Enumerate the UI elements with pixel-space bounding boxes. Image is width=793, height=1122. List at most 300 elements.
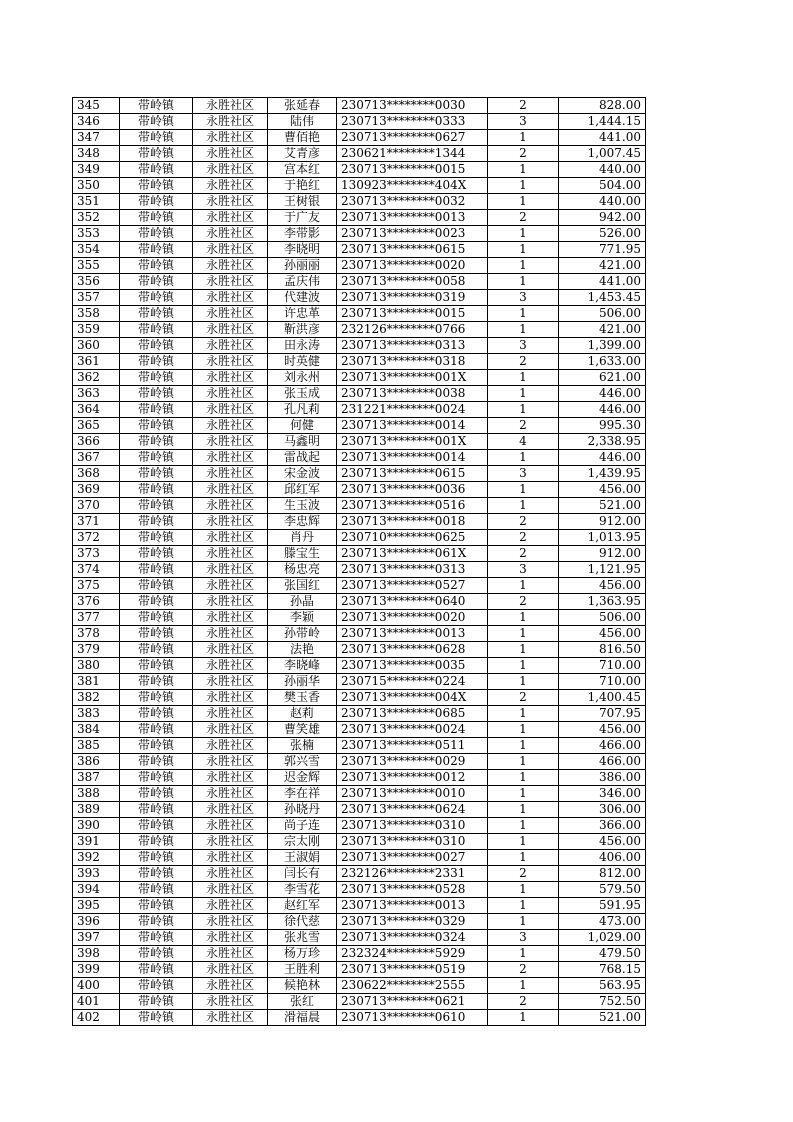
amount-cell: 768.15 bbox=[559, 962, 646, 978]
amount-cell: 446.00 bbox=[559, 450, 646, 466]
community-cell: 永胜社区 bbox=[193, 530, 268, 546]
town-cell: 带岭镇 bbox=[120, 146, 193, 162]
amount-cell: 386.00 bbox=[559, 770, 646, 786]
row-number: 382 bbox=[73, 690, 120, 706]
amount-cell: 504.00 bbox=[559, 178, 646, 194]
row-number: 375 bbox=[73, 578, 120, 594]
row-number: 376 bbox=[73, 594, 120, 610]
name-cell: 候艳林 bbox=[268, 978, 337, 994]
table-row bbox=[73, 930, 646, 946]
community-cell: 永胜社区 bbox=[193, 562, 268, 578]
town-cell: 带岭镇 bbox=[120, 498, 193, 514]
amount-cell: 771.95 bbox=[559, 242, 646, 258]
id-number-cell: 230713********0519 bbox=[337, 962, 488, 978]
row-number: 372 bbox=[73, 530, 120, 546]
amount-cell: 456.00 bbox=[559, 834, 646, 850]
name-cell: 宫本红 bbox=[268, 162, 337, 178]
town-cell: 带岭镇 bbox=[120, 898, 193, 914]
name-cell: 时英健 bbox=[268, 354, 337, 370]
table-row bbox=[73, 514, 646, 530]
count-cell: 2 bbox=[488, 530, 559, 546]
amount-cell: 1,453.45 bbox=[559, 290, 646, 306]
amount-cell: 2,338.95 bbox=[559, 434, 646, 450]
amount-cell: 591.95 bbox=[559, 898, 646, 914]
table-row bbox=[73, 306, 646, 322]
name-cell: 生玉波 bbox=[268, 498, 337, 514]
town-cell: 带岭镇 bbox=[120, 386, 193, 402]
community-cell: 永胜社区 bbox=[193, 546, 268, 562]
town-cell: 带岭镇 bbox=[120, 802, 193, 818]
town-cell: 带岭镇 bbox=[120, 946, 193, 962]
town-cell: 带岭镇 bbox=[120, 210, 193, 226]
count-cell: 1 bbox=[488, 498, 559, 514]
name-cell: 孙晶 bbox=[268, 594, 337, 610]
table-row bbox=[73, 546, 646, 562]
community-cell: 永胜社区 bbox=[193, 674, 268, 690]
table-row bbox=[73, 466, 646, 482]
name-cell: 李在祥 bbox=[268, 786, 337, 802]
town-cell: 带岭镇 bbox=[120, 770, 193, 786]
town-cell: 带岭镇 bbox=[120, 610, 193, 626]
name-cell: 孙丽丽 bbox=[268, 258, 337, 274]
town-cell: 带岭镇 bbox=[120, 738, 193, 754]
count-cell: 2 bbox=[488, 514, 559, 530]
row-number: 353 bbox=[73, 226, 120, 242]
town-cell: 带岭镇 bbox=[120, 338, 193, 354]
count-cell: 1 bbox=[488, 978, 559, 994]
table-row bbox=[73, 354, 646, 370]
count-cell: 2 bbox=[488, 690, 559, 706]
id-number-cell: 230713********0527 bbox=[337, 578, 488, 594]
id-number-cell: 230713********0038 bbox=[337, 386, 488, 402]
town-cell: 带岭镇 bbox=[120, 274, 193, 290]
town-cell: 带岭镇 bbox=[120, 242, 193, 258]
amount-cell: 466.00 bbox=[559, 738, 646, 754]
count-cell: 1 bbox=[488, 898, 559, 914]
town-cell: 带岭镇 bbox=[120, 882, 193, 898]
id-number-cell: 230713********0029 bbox=[337, 754, 488, 770]
table-row bbox=[73, 706, 646, 722]
id-number-cell: 230713********0013 bbox=[337, 210, 488, 226]
amount-cell: 456.00 bbox=[559, 722, 646, 738]
row-number: 388 bbox=[73, 786, 120, 802]
amount-cell: 1,029.00 bbox=[559, 930, 646, 946]
row-number: 400 bbox=[73, 978, 120, 994]
table-body bbox=[73, 98, 646, 1026]
id-number-cell: 230713********0013 bbox=[337, 626, 488, 642]
town-cell: 带岭镇 bbox=[120, 978, 193, 994]
town-cell: 带岭镇 bbox=[120, 754, 193, 770]
table-row bbox=[73, 338, 646, 354]
count-cell: 2 bbox=[488, 98, 559, 114]
community-cell: 永胜社区 bbox=[193, 178, 268, 194]
row-number: 350 bbox=[73, 178, 120, 194]
count-cell: 1 bbox=[488, 386, 559, 402]
amount-cell: 346.00 bbox=[559, 786, 646, 802]
table-row bbox=[73, 274, 646, 290]
name-cell: 张玉成 bbox=[268, 386, 337, 402]
community-cell: 永胜社区 bbox=[193, 914, 268, 930]
town-cell: 带岭镇 bbox=[120, 562, 193, 578]
amount-cell: 912.00 bbox=[559, 546, 646, 562]
town-cell: 带岭镇 bbox=[120, 930, 193, 946]
community-cell: 永胜社区 bbox=[193, 882, 268, 898]
id-number-cell: 230713********0329 bbox=[337, 914, 488, 930]
amount-cell: 1,439.95 bbox=[559, 466, 646, 482]
table-row bbox=[73, 834, 646, 850]
row-number: 357 bbox=[73, 290, 120, 306]
amount-cell: 710.00 bbox=[559, 674, 646, 690]
row-number: 354 bbox=[73, 242, 120, 258]
row-number: 381 bbox=[73, 674, 120, 690]
row-number: 367 bbox=[73, 450, 120, 466]
name-cell: 王胜利 bbox=[268, 962, 337, 978]
table-row bbox=[73, 978, 646, 994]
id-number-cell: 230713********0319 bbox=[337, 290, 488, 306]
community-cell: 永胜社区 bbox=[193, 738, 268, 754]
table-row bbox=[73, 146, 646, 162]
id-number-cell: 230713********0027 bbox=[337, 850, 488, 866]
table-row bbox=[73, 642, 646, 658]
community-cell: 永胜社区 bbox=[193, 258, 268, 274]
name-cell: 马鑫明 bbox=[268, 434, 337, 450]
count-cell: 1 bbox=[488, 274, 559, 290]
community-cell: 永胜社区 bbox=[193, 898, 268, 914]
amount-cell: 406.00 bbox=[559, 850, 646, 866]
id-number-cell: 230621********1344 bbox=[337, 146, 488, 162]
table-row bbox=[73, 610, 646, 626]
amount-cell: 506.00 bbox=[559, 306, 646, 322]
row-number: 371 bbox=[73, 514, 120, 530]
count-cell: 4 bbox=[488, 434, 559, 450]
community-cell: 永胜社区 bbox=[193, 370, 268, 386]
table-row bbox=[73, 130, 646, 146]
town-cell: 带岭镇 bbox=[120, 994, 193, 1010]
count-cell: 2 bbox=[488, 962, 559, 978]
amount-cell: 521.00 bbox=[559, 498, 646, 514]
table-row bbox=[73, 498, 646, 514]
table-row bbox=[73, 802, 646, 818]
town-cell: 带岭镇 bbox=[120, 546, 193, 562]
count-cell: 1 bbox=[488, 610, 559, 626]
amount-cell: 306.00 bbox=[559, 802, 646, 818]
id-number-cell: 230713********0036 bbox=[337, 482, 488, 498]
id-number-cell: 230713********0615 bbox=[337, 466, 488, 482]
table-row bbox=[73, 290, 646, 306]
row-number: 402 bbox=[73, 1010, 120, 1026]
table-row bbox=[73, 98, 646, 114]
count-cell: 1 bbox=[488, 194, 559, 210]
table-row bbox=[73, 770, 646, 786]
town-cell: 带岭镇 bbox=[120, 114, 193, 130]
amount-cell: 526.00 bbox=[559, 226, 646, 242]
town-cell: 带岭镇 bbox=[120, 834, 193, 850]
row-number: 364 bbox=[73, 402, 120, 418]
community-cell: 永胜社区 bbox=[193, 194, 268, 210]
community-cell: 永胜社区 bbox=[193, 402, 268, 418]
id-number-cell: 230713********0511 bbox=[337, 738, 488, 754]
name-cell: 赵莉 bbox=[268, 706, 337, 722]
count-cell: 1 bbox=[488, 306, 559, 322]
count-cell: 1 bbox=[488, 914, 559, 930]
name-cell: 郭兴雪 bbox=[268, 754, 337, 770]
amount-cell: 942.00 bbox=[559, 210, 646, 226]
row-number: 360 bbox=[73, 338, 120, 354]
table-row bbox=[73, 370, 646, 386]
id-number-cell: 230713********0628 bbox=[337, 642, 488, 658]
table-row bbox=[73, 562, 646, 578]
community-cell: 永胜社区 bbox=[193, 610, 268, 626]
amount-cell: 1,013.95 bbox=[559, 530, 646, 546]
name-cell: 宗太刚 bbox=[268, 834, 337, 850]
name-cell: 于艳红 bbox=[268, 178, 337, 194]
town-cell: 带岭镇 bbox=[120, 466, 193, 482]
amount-cell: 456.00 bbox=[559, 626, 646, 642]
table-row bbox=[73, 898, 646, 914]
row-number: 369 bbox=[73, 482, 120, 498]
table-row bbox=[73, 258, 646, 274]
town-cell: 带岭镇 bbox=[120, 402, 193, 418]
community-cell: 永胜社区 bbox=[193, 114, 268, 130]
count-cell: 1 bbox=[488, 258, 559, 274]
table-row bbox=[73, 786, 646, 802]
town-cell: 带岭镇 bbox=[120, 178, 193, 194]
name-cell: 赵红军 bbox=[268, 898, 337, 914]
amount-cell: 995.30 bbox=[559, 418, 646, 434]
town-cell: 带岭镇 bbox=[120, 194, 193, 210]
name-cell: 滕宝生 bbox=[268, 546, 337, 562]
id-number-cell: 230713********0058 bbox=[337, 274, 488, 290]
count-cell: 2 bbox=[488, 546, 559, 562]
id-number-cell: 230713********0020 bbox=[337, 610, 488, 626]
town-cell: 带岭镇 bbox=[120, 306, 193, 322]
name-cell: 徐代慈 bbox=[268, 914, 337, 930]
count-cell: 1 bbox=[488, 162, 559, 178]
id-number-cell: 230710********0625 bbox=[337, 530, 488, 546]
id-number-cell: 230713********0018 bbox=[337, 514, 488, 530]
row-number: 392 bbox=[73, 850, 120, 866]
id-number-cell: 230713********0023 bbox=[337, 226, 488, 242]
id-number-cell: 230713********061X bbox=[337, 546, 488, 562]
id-number-cell: 230713********001X bbox=[337, 370, 488, 386]
table-row bbox=[73, 594, 646, 610]
table-row bbox=[73, 882, 646, 898]
amount-cell: 707.95 bbox=[559, 706, 646, 722]
row-number: 346 bbox=[73, 114, 120, 130]
community-cell: 永胜社区 bbox=[193, 754, 268, 770]
row-number: 380 bbox=[73, 658, 120, 674]
name-cell: 陆伟 bbox=[268, 114, 337, 130]
amount-cell: 521.00 bbox=[559, 1010, 646, 1026]
name-cell: 刘永州 bbox=[268, 370, 337, 386]
community-cell: 永胜社区 bbox=[193, 386, 268, 402]
name-cell: 田永涛 bbox=[268, 338, 337, 354]
row-number: 395 bbox=[73, 898, 120, 914]
name-cell: 王树银 bbox=[268, 194, 337, 210]
count-cell: 2 bbox=[488, 866, 559, 882]
row-number: 361 bbox=[73, 354, 120, 370]
community-cell: 永胜社区 bbox=[193, 434, 268, 450]
name-cell: 孟庆伟 bbox=[268, 274, 337, 290]
row-number: 401 bbox=[73, 994, 120, 1010]
table-row bbox=[73, 578, 646, 594]
count-cell: 1 bbox=[488, 578, 559, 594]
town-cell: 带岭镇 bbox=[120, 354, 193, 370]
town-cell: 带岭镇 bbox=[120, 674, 193, 690]
id-number-cell: 230713********0310 bbox=[337, 818, 488, 834]
town-cell: 带岭镇 bbox=[120, 818, 193, 834]
community-cell: 永胜社区 bbox=[193, 274, 268, 290]
town-cell: 带岭镇 bbox=[120, 690, 193, 706]
town-cell: 带岭镇 bbox=[120, 706, 193, 722]
town-cell: 带岭镇 bbox=[120, 594, 193, 610]
table-row bbox=[73, 114, 646, 130]
amount-cell: 421.00 bbox=[559, 258, 646, 274]
row-number: 352 bbox=[73, 210, 120, 226]
community-cell: 永胜社区 bbox=[193, 130, 268, 146]
id-number-cell: 230713********0310 bbox=[337, 834, 488, 850]
row-number: 363 bbox=[73, 386, 120, 402]
community-cell: 永胜社区 bbox=[193, 418, 268, 434]
id-number-cell: 230713********0313 bbox=[337, 338, 488, 354]
community-cell: 永胜社区 bbox=[193, 626, 268, 642]
count-cell: 1 bbox=[488, 818, 559, 834]
count-cell: 3 bbox=[488, 338, 559, 354]
count-cell: 2 bbox=[488, 354, 559, 370]
amount-cell: 456.00 bbox=[559, 578, 646, 594]
count-cell: 1 bbox=[488, 482, 559, 498]
row-number: 394 bbox=[73, 882, 120, 898]
row-number: 379 bbox=[73, 642, 120, 658]
row-number: 373 bbox=[73, 546, 120, 562]
amount-cell: 1,400.45 bbox=[559, 690, 646, 706]
row-number: 387 bbox=[73, 770, 120, 786]
id-number-cell: 230713********0014 bbox=[337, 450, 488, 466]
name-cell: 张延春 bbox=[268, 98, 337, 114]
name-cell: 艾青彦 bbox=[268, 146, 337, 162]
name-cell: 肖丹 bbox=[268, 530, 337, 546]
amount-cell: 440.00 bbox=[559, 162, 646, 178]
row-number: 386 bbox=[73, 754, 120, 770]
name-cell: 孙带岭 bbox=[268, 626, 337, 642]
town-cell: 带岭镇 bbox=[120, 258, 193, 274]
id-number-cell: 230713********0013 bbox=[337, 898, 488, 914]
community-cell: 永胜社区 bbox=[193, 866, 268, 882]
community-cell: 永胜社区 bbox=[193, 466, 268, 482]
name-cell: 李晓峰 bbox=[268, 658, 337, 674]
table-row bbox=[73, 674, 646, 690]
id-number-cell: 232324********5929 bbox=[337, 946, 488, 962]
table-row bbox=[73, 658, 646, 674]
town-cell: 带岭镇 bbox=[120, 1010, 193, 1026]
name-cell: 许忠革 bbox=[268, 306, 337, 322]
id-number-cell: 230713********0015 bbox=[337, 306, 488, 322]
name-cell: 王淑娟 bbox=[268, 850, 337, 866]
amount-cell: 1,444.15 bbox=[559, 114, 646, 130]
count-cell: 1 bbox=[488, 802, 559, 818]
community-cell: 永胜社区 bbox=[193, 946, 268, 962]
community-cell: 永胜社区 bbox=[193, 994, 268, 1010]
count-cell: 3 bbox=[488, 290, 559, 306]
name-cell: 李雪花 bbox=[268, 882, 337, 898]
table-row bbox=[73, 482, 646, 498]
amount-cell: 441.00 bbox=[559, 130, 646, 146]
name-cell: 滑福晨 bbox=[268, 1010, 337, 1026]
town-cell: 带岭镇 bbox=[120, 914, 193, 930]
amount-cell: 710.00 bbox=[559, 658, 646, 674]
row-number: 396 bbox=[73, 914, 120, 930]
id-number-cell: 230713********001X bbox=[337, 434, 488, 450]
town-cell: 带岭镇 bbox=[120, 162, 193, 178]
id-number-cell: 230713********0035 bbox=[337, 658, 488, 674]
count-cell: 1 bbox=[488, 450, 559, 466]
community-cell: 永胜社区 bbox=[193, 578, 268, 594]
row-number: 348 bbox=[73, 146, 120, 162]
id-number-cell: 230713********0010 bbox=[337, 786, 488, 802]
row-number: 398 bbox=[73, 946, 120, 962]
amount-cell: 621.00 bbox=[559, 370, 646, 386]
amount-cell: 816.50 bbox=[559, 642, 646, 658]
town-cell: 带岭镇 bbox=[120, 450, 193, 466]
name-cell: 曹佰艳 bbox=[268, 130, 337, 146]
count-cell: 1 bbox=[488, 722, 559, 738]
community-cell: 永胜社区 bbox=[193, 498, 268, 514]
row-number: 377 bbox=[73, 610, 120, 626]
town-cell: 带岭镇 bbox=[120, 290, 193, 306]
name-cell: 曹笑雄 bbox=[268, 722, 337, 738]
name-cell: 邱红军 bbox=[268, 482, 337, 498]
name-cell: 张楠 bbox=[268, 738, 337, 754]
count-cell: 3 bbox=[488, 466, 559, 482]
amount-cell: 466.00 bbox=[559, 754, 646, 770]
count-cell: 1 bbox=[488, 706, 559, 722]
town-cell: 带岭镇 bbox=[120, 434, 193, 450]
id-number-cell: 230713********0621 bbox=[337, 994, 488, 1010]
id-number-cell: 230713********0014 bbox=[337, 418, 488, 434]
count-cell: 1 bbox=[488, 642, 559, 658]
count-cell: 2 bbox=[488, 594, 559, 610]
community-cell: 永胜社区 bbox=[193, 818, 268, 834]
table-row bbox=[73, 1010, 646, 1026]
row-number: 397 bbox=[73, 930, 120, 946]
count-cell: 1 bbox=[488, 754, 559, 770]
count-cell: 1 bbox=[488, 626, 559, 642]
community-cell: 永胜社区 bbox=[193, 98, 268, 114]
town-cell: 带岭镇 bbox=[120, 418, 193, 434]
town-cell: 带岭镇 bbox=[120, 626, 193, 642]
amount-cell: 1,633.00 bbox=[559, 354, 646, 370]
name-cell: 靳洪彦 bbox=[268, 322, 337, 338]
community-cell: 永胜社区 bbox=[193, 1010, 268, 1026]
community-cell: 永胜社区 bbox=[193, 322, 268, 338]
count-cell: 1 bbox=[488, 1010, 559, 1026]
amount-cell: 752.50 bbox=[559, 994, 646, 1010]
row-number: 378 bbox=[73, 626, 120, 642]
name-cell: 孙晓丹 bbox=[268, 802, 337, 818]
community-cell: 永胜社区 bbox=[193, 354, 268, 370]
row-number: 385 bbox=[73, 738, 120, 754]
table-row bbox=[73, 738, 646, 754]
row-number: 368 bbox=[73, 466, 120, 482]
count-cell: 2 bbox=[488, 994, 559, 1010]
community-cell: 永胜社区 bbox=[193, 594, 268, 610]
town-cell: 带岭镇 bbox=[120, 850, 193, 866]
table-row bbox=[73, 722, 646, 738]
name-cell: 代建波 bbox=[268, 290, 337, 306]
count-cell: 2 bbox=[488, 146, 559, 162]
row-number: 384 bbox=[73, 722, 120, 738]
row-number: 355 bbox=[73, 258, 120, 274]
